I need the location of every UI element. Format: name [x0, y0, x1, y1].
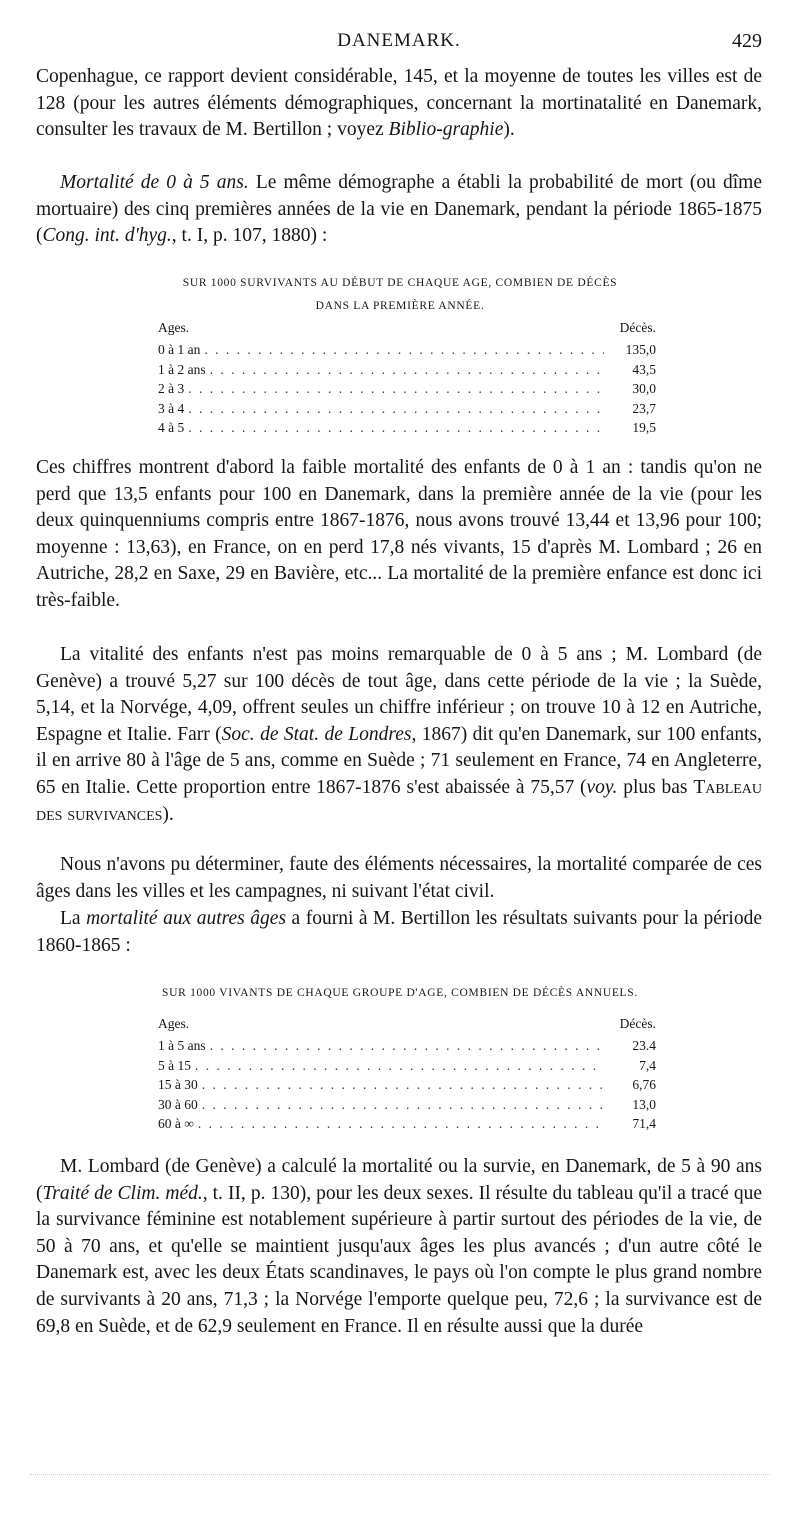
table-row — [158, 1116, 656, 1136]
row-label: 0 à 1 an — [158, 342, 201, 357]
p6-text-end: a fourni à M. Bertillon les résultats suivants pour la période 1860-1865 : — [36, 908, 762, 956]
row-label: 4 à 5 — [158, 420, 185, 435]
row-label: 1 à 5 ans — [158, 1038, 206, 1053]
leader-dots — [202, 1097, 604, 1113]
p4-text-end: ). — [162, 803, 174, 825]
row-value: 19,5 — [632, 420, 656, 435]
p1-citation: Biblio-graphie — [388, 119, 504, 141]
leader-dots — [195, 1058, 604, 1074]
table2-header-deces: Décès. — [619, 1016, 656, 1031]
p4-voy: voy. — [586, 776, 618, 798]
table1-header — [158, 320, 656, 342]
table2-header — [158, 1016, 656, 1038]
paragraph-3: Ces chiffres montrent d'abord la faible mortalité des enfants de 0 à 1 an : tandis qu'on ne perd que 13,5 enfants pour 100 en Danemark, dans la première année de la vie (pour les deux quinquenniums compris entre 1867-1876, nous avons trouvé 13,44 et 13,96 pour 100; moyenne : 13,63), en France, on en perd 17,8 nés vivants, 15 d'après M. Lombard ; 26 en Autriche, 28,2 en Saxe, 29 en Bavière, etc... La mortalité de la première enfance est donc ici très-faible. — [36, 457, 762, 611]
p4-text-3: plus bas — [617, 776, 694, 798]
paragraph-1 — [36, 64, 762, 144]
table-row — [158, 1038, 656, 1058]
table-row — [158, 342, 656, 362]
paragraph-2 — [36, 170, 762, 250]
p6-emphasis: mortalité aux autres âges — [86, 908, 287, 929]
p4-table-ref: Tableau des survivances — [36, 776, 763, 825]
p4-citation: Soc. de Stat. de Londres — [221, 723, 412, 745]
page-number: 429 — [732, 30, 762, 52]
p2-heading-c: à — [183, 172, 193, 193]
p2-heading-b: de 0 — [133, 172, 184, 193]
leader-dots — [204, 342, 604, 358]
table-row — [158, 401, 656, 421]
paragraph-4 — [36, 642, 762, 828]
header-title: DANEMARK. — [337, 30, 461, 51]
row-label: 3 à 4 — [158, 400, 185, 416]
leader-dots — [188, 401, 604, 417]
table2-header-ages: Ages. — [158, 1016, 190, 1031]
p4-text-2: , 1867) dit qu'en Danemark, sur 100 enfants, il en arrive 80 à l'âge de 5 ans, comme en Suède ; 71 seulement en France, 74 en Angleterre, 65 en Italie. Cette proportion entre 1867-1876 s'est abaissée à 75,57 ( — [36, 723, 762, 798]
p2-heading-e: ans. — [216, 172, 249, 193]
paragraph-7 — [36, 1154, 762, 1340]
row-label: 2 à 3 — [158, 381, 185, 396]
table-row — [158, 1077, 656, 1097]
row-value: 13,0 — [632, 1096, 656, 1112]
p7-citation: Traité de Clim. méd. — [42, 1182, 203, 1204]
row-value: 30,0 — [632, 381, 656, 396]
table-row — [158, 1058, 656, 1078]
table1-caption-line2: DANS LA PREMIÈRE ANNÉE. — [315, 300, 485, 312]
p7-text-end: , t. II, p. 130), pour les deux sexes. Il résulte du tableau qu'il a tracé que la survivance féminine est notablement supérieure à partir surtout des périodes de la vie, de 50 à 70 ans, et qu'elle se maintient jusqu'aux âges les plus avancés ; d'un autre côté le Danemark est, avec les deux États scandinaves, le pays où l'on compte le plus grand nombre de survivants à 20 ans, 71,3 ; la Norvége l'emporte quelque peu, 72,6 ; la survivance est de 69,8 en Suède, et de 62,9 seulement en France. Il en résulte aussi que la durée — [36, 1182, 762, 1337]
p2-citation: Cong. int. d'hyg. — [42, 225, 172, 247]
p2-heading: Mortalité — [60, 172, 134, 193]
table-row — [158, 1097, 656, 1117]
leader-dots — [188, 381, 604, 397]
row-value: 23.4 — [632, 1038, 656, 1053]
table2 — [158, 1016, 656, 1136]
p2-text-end: , t. I, p. 107, 1880) : — [171, 225, 328, 247]
p4-text: La vitalité des enfants n'est pas moins remarquable de 0 à 5 ans ; M. Lombard (de Genève) a trouvé 5,27 sur 100 décès de tout âge, dans cette période de la vie ; la Suède, 5,14, et la Norvége, 4,09, offrent seules un chiffre inférieur ; on trouve 10 à 12 en Autriche, Espagne et Italie. Farr ( — [36, 644, 762, 745]
paragraph-5: Nous n'avons pu déterminer, faute des éléments nécessaires, la mortalité comparée de ces âges dans les villes et les campagnes, ni suivant l'état civil. — [36, 854, 762, 902]
leader-dots — [198, 1116, 604, 1132]
row-value: 71,4 — [632, 1116, 656, 1131]
table-row — [158, 381, 656, 401]
p1-text: Copenhague, ce rapport devient considérable, 145, et la moyenne de toutes les villes est de 128 (pour les autres éléments démographiques, concernant la mortinatalité en Danemark, consulter les travaux de M. Bertillon ; voyez — [36, 66, 762, 141]
table2-caption: SUR 1000 VIVANTS DE CHAQUE GROUPE D'AGE, COMBIEN DE DÉCÈS ANNUELS. — [162, 987, 638, 999]
scan-margin-noise — [30, 1474, 770, 1475]
table-row — [158, 420, 656, 440]
leader-dots — [202, 1077, 604, 1093]
paragraph-6 — [36, 906, 762, 959]
p1-text-end: ). — [503, 119, 515, 141]
row-value: 23,7 — [632, 400, 656, 416]
table1-header-deces: Décès. — [619, 320, 656, 335]
row-value: 135,0 — [625, 342, 656, 357]
row-value: 6,76 — [632, 1077, 656, 1092]
table1-header-ages: Ages. — [158, 320, 190, 335]
table1 — [158, 320, 656, 440]
row-label: 60 à ∞ — [158, 1116, 194, 1131]
p7-text: M. Lombard (de Genève) a calculé la mortalité ou la survie, en Danemark, de 5 à 90 ans ( — [36, 1156, 762, 1204]
table-row — [158, 362, 656, 382]
leader-dots — [210, 1038, 604, 1054]
running-header — [36, 30, 762, 56]
p2-text: Le même démographe a établi la probabilité de mort (ou dîme mortuaire) des cinq premières années de la vie en Danemark, pendant la période 1865-1875 ( — [36, 172, 763, 247]
row-value: 43,5 — [632, 361, 656, 377]
p2-heading-d: 5 — [192, 172, 217, 193]
leader-dots — [188, 420, 604, 436]
table1-caption-line1: SUR 1000 SURVIVANTS AU DÉBUT DE CHAQUE AGE, COMBIEN DE DÉCÈS — [182, 277, 618, 289]
row-value: 7,4 — [639, 1057, 656, 1073]
leader-dots — [210, 362, 604, 378]
table1-caption — [60, 272, 740, 318]
row-label: 1 à 2 ans — [158, 361, 206, 377]
row-label: 5 à 15 — [158, 1057, 191, 1073]
row-label: 30 à 60 — [158, 1096, 198, 1112]
row-label: 15 à 30 — [158, 1077, 198, 1092]
p6-text: La — [60, 908, 87, 929]
